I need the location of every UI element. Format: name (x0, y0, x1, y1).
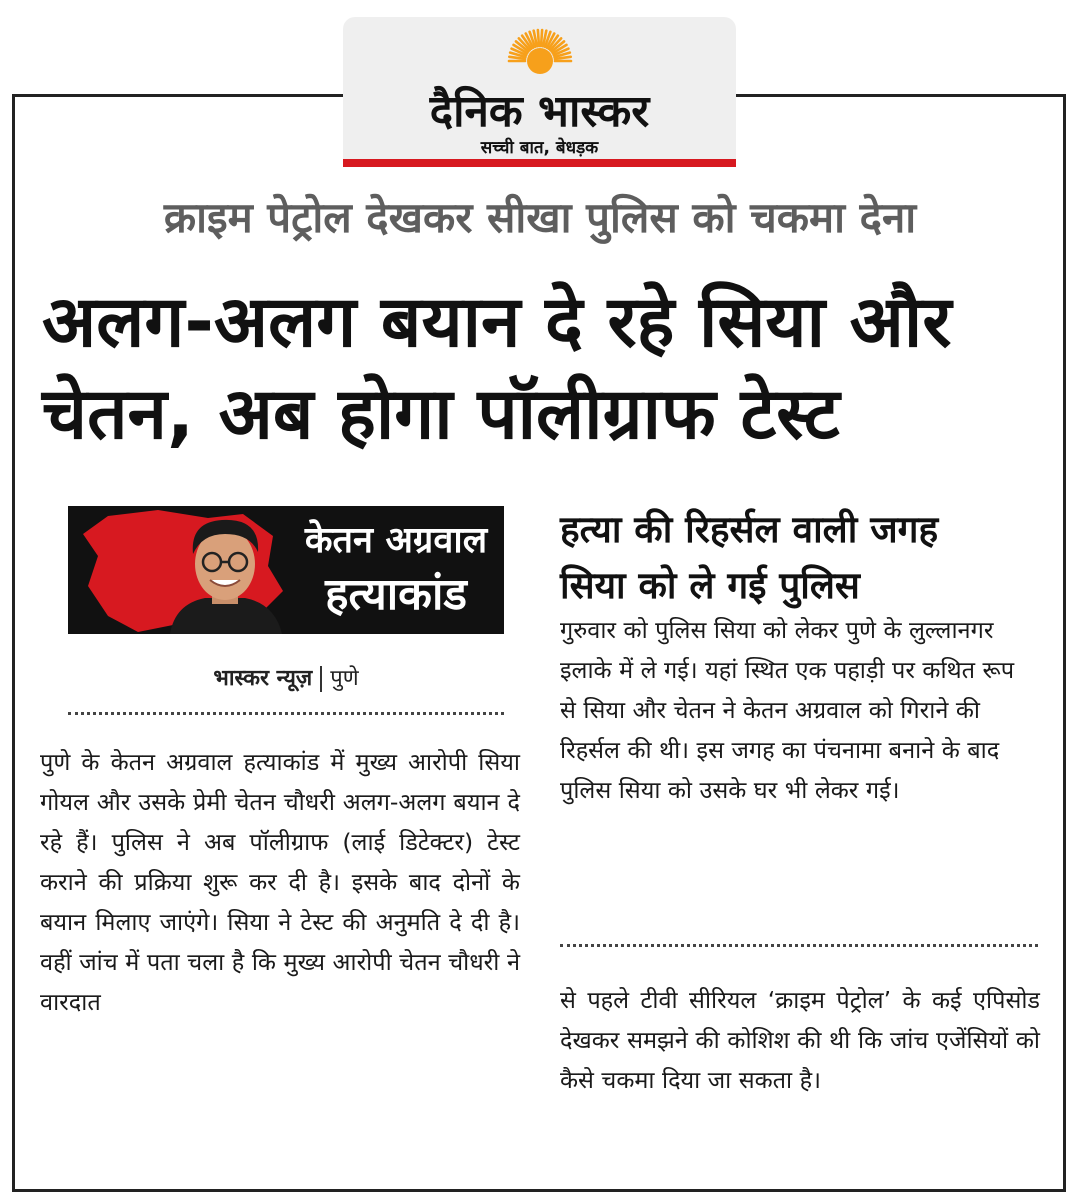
headline-line-1: अलग-अलग बयान दे रहे सिया और (42, 280, 952, 363)
subhead-line-2: सिया को ले गई पुलिस (560, 564, 860, 607)
masthead (343, 17, 736, 167)
byline (68, 662, 504, 692)
main-headline (42, 276, 1052, 460)
brand-tagline: सच्ची बात, बेधड़क (480, 138, 599, 158)
brand-name: दैनिक भास्कर (429, 86, 650, 137)
banner-line-1: केतन अग्रवाल (304, 520, 488, 561)
right-column-body-2: से पहले टीवी सीरियल ‘क्राइम पेट्रोल’ के कई एपिसोड देखकर समझने की कोशिश की थी कि जांच एजेंसियों को कैसे चकमा दिया जा सकता है। (560, 986, 1040, 1094)
kicker-headline: क्राइम पेट्रोल देखकर सीखा पुलिस को चकमा देना (163, 193, 917, 242)
byline-city: पुणे (330, 666, 359, 691)
right-subheadline (560, 502, 1040, 614)
person-photo-icon (160, 512, 290, 634)
banner-title (288, 516, 504, 624)
left-column-body: पुणे के केतन अग्रवाल हत्याकांड में मुख्य आरोपी सिया गोयल और उसके प्रेमी चेतन चौधरी अलग-अलग बयान दे रहे हैं। पुलिस ने अब पॉलीग्राफ (लाई डिटेक्टर) टेस्ट कराने की प्रक्रिया शुरू कर दी है। इसके बाद दोनों के बयान मिलाए जाएंगे। सिया ने टेस्ट की अनुमति दे दी है। वहीं जांच में पता चला है कि मुख्य आरोपी चेतन चौधरी ने वारदात (40, 748, 520, 1016)
right-column-divider (560, 944, 1038, 947)
right-column-body-1: गुरुवार को पुलिस सिया को लेकर पुणे के लुल्लानगर इलाके में ले गई। यहां स्थित एक पहाड़ी पर कथित रूप से सिया और चेतन ने केतन अग्रवाल को गिराने की रिहर्सल की थी। इस जगह का पंचनामा बनाने के बाद पुलिस सिया को उसके घर भी लेकर गई। (560, 616, 1015, 804)
byline-divider (68, 712, 504, 715)
subhead-line-1: हत्या की रिहर्सल वाली जगह (560, 508, 939, 551)
case-banner (68, 506, 504, 634)
masthead-red-bar (343, 159, 736, 167)
banner-line-2: हत्याकांड (325, 569, 467, 620)
byline-source: भास्कर न्यूज़ (213, 666, 313, 691)
byline-separator (320, 666, 322, 692)
headline-line-2: चेतन, अब होगा पॉलीग्राफ टेस्ट (42, 372, 840, 455)
